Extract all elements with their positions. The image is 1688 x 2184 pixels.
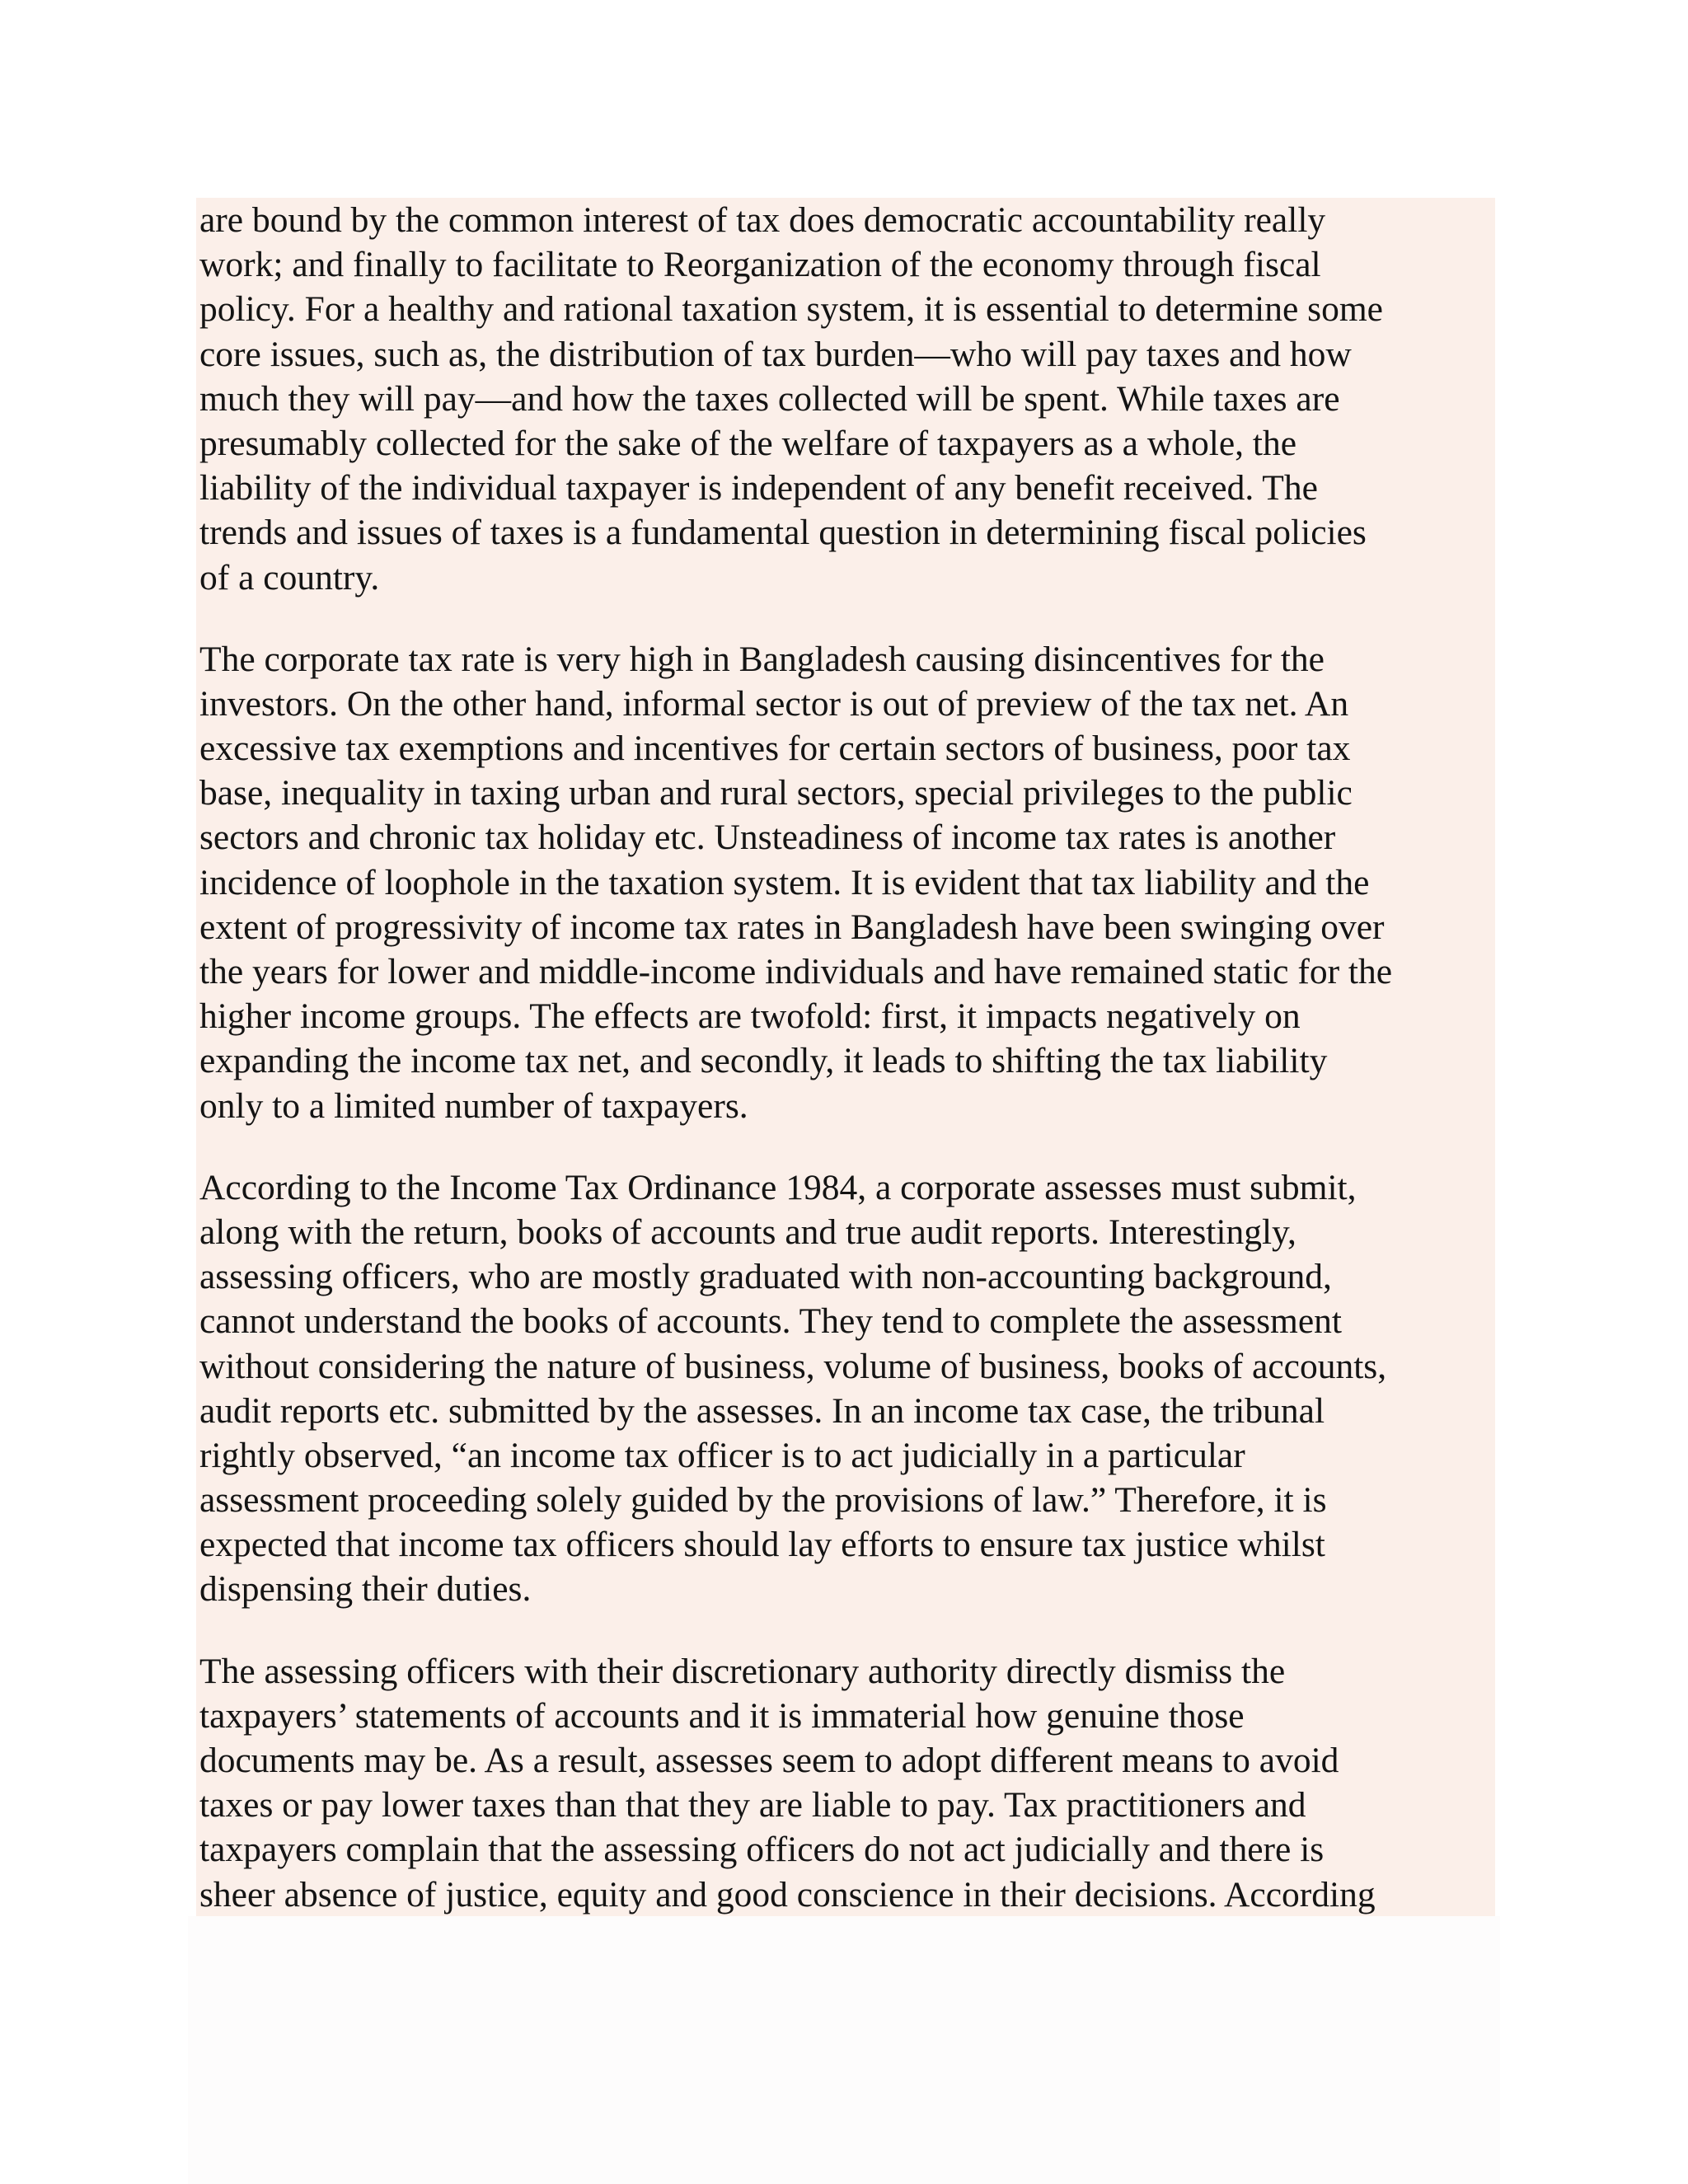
text-line: The corporate tax rate is very high in Bangladesh causing disincentives for the [199, 639, 1325, 679]
text-line: the years for lower and middle-income individuals and have remained static for the [199, 952, 1393, 991]
text-line: extent of progressivity of income tax rates in Bangladesh have been swinging over [199, 907, 1385, 947]
text-line: liability of the individual taxpayer is independent of any benefit received. The [199, 468, 1318, 509]
text-line: documents may be. As a result, assesses seem to adopt different means to avoid [199, 1741, 1339, 1780]
text-line: According to the Income Tax Ordinance 1984, a corporate assesses must submit, [199, 1167, 1357, 1207]
text-line: higher income groups. The effects are twofold: first, it impacts negatively on [199, 996, 1301, 1037]
text-line: without considering the nature of business, volume of business, books of accounts, [199, 1346, 1387, 1386]
text-line: along with the return, books of accounts and true audit reports. Interestingly, [199, 1212, 1296, 1252]
page-shadow-area [188, 1916, 1500, 2184]
text-line: taxpayers complain that the assessing officers do not act judicially and there is [199, 1830, 1325, 1870]
body-paragraph [199, 1165, 1492, 1612]
text-line: are bound by the common interest of tax does democratic accountability really [199, 200, 1326, 240]
text-line: The assessing officers with their discretionary authority directly dismiss the [199, 1651, 1286, 1691]
text-line: taxes or pay lower taxes than that they are liable to pay. Tax practitioners and [199, 1785, 1306, 1825]
text-line: only to a limited number of taxpayers. [199, 1085, 748, 1126]
text-line: dispensing their duties. [199, 1569, 532, 1610]
text-line: presumably collected for the sake of the welfare of taxpayers as a whole, the [199, 423, 1297, 463]
text-line: rightly observed, “an income tax officer is to act judicially in a particular [199, 1435, 1245, 1475]
body-paragraph [199, 637, 1492, 1128]
text-line: investors. On the other hand, informal sector is out of preview of the tax net. An [199, 683, 1349, 724]
text-line: cannot understand the books of accounts. They tend to complete the assessment [199, 1301, 1343, 1342]
text-line: much they will pay—and how the taxes collected will be spent. While taxes are [199, 378, 1340, 419]
text-line: base, inequality in taxing urban and rural sectors, special privileges to the public [199, 773, 1353, 813]
text-line: work; and finally to facilitate to Reorganization of the economy through fiscal [199, 245, 1321, 285]
text-line: trends and issues of taxes is a fundamental question in determining fiscal policies [199, 513, 1367, 553]
text-line: of a country. [199, 557, 380, 598]
text-line: assessment proceeding solely guided by the provisions of law.” Therefore, it is [199, 1480, 1327, 1521]
text-line: audit reports etc. submitted by the assesses. In an income tax case, the tribunal [199, 1390, 1325, 1431]
text-line: policy. For a healthy and rational taxation system, it is essential to determine some [199, 289, 1383, 330]
text-line: sectors and chronic tax holiday etc. Unsteadiness of income tax rates is another [199, 818, 1336, 858]
text-line: core issues, such as, the distribution of tax burden—who will pay taxes and how [199, 334, 1352, 374]
text-line: expanding the income tax net, and secondly, it leads to shifting the tax liability [199, 1041, 1328, 1081]
body-paragraph [199, 1649, 1492, 1916]
text-line: assessing officers, who are mostly graduated with non-accounting background, [199, 1257, 1332, 1297]
text-line: sheer absence of justice, equity and good conscience in their decisions. According [199, 1874, 1376, 1915]
body-paragraph [199, 198, 1492, 600]
highlighted-text-block [196, 198, 1495, 1916]
text-line: incidence of loophole in the taxation system. It is evident that tax liability and the [199, 862, 1370, 902]
text-line: excessive tax exemptions and incentives for certain sectors of business, poor tax [199, 729, 1351, 769]
text-line: expected that income tax officers should lay efforts to ensure tax justice whilst [199, 1525, 1325, 1565]
text-line: taxpayers’ statements of accounts and it is immaterial how genuine those [199, 1695, 1245, 1736]
